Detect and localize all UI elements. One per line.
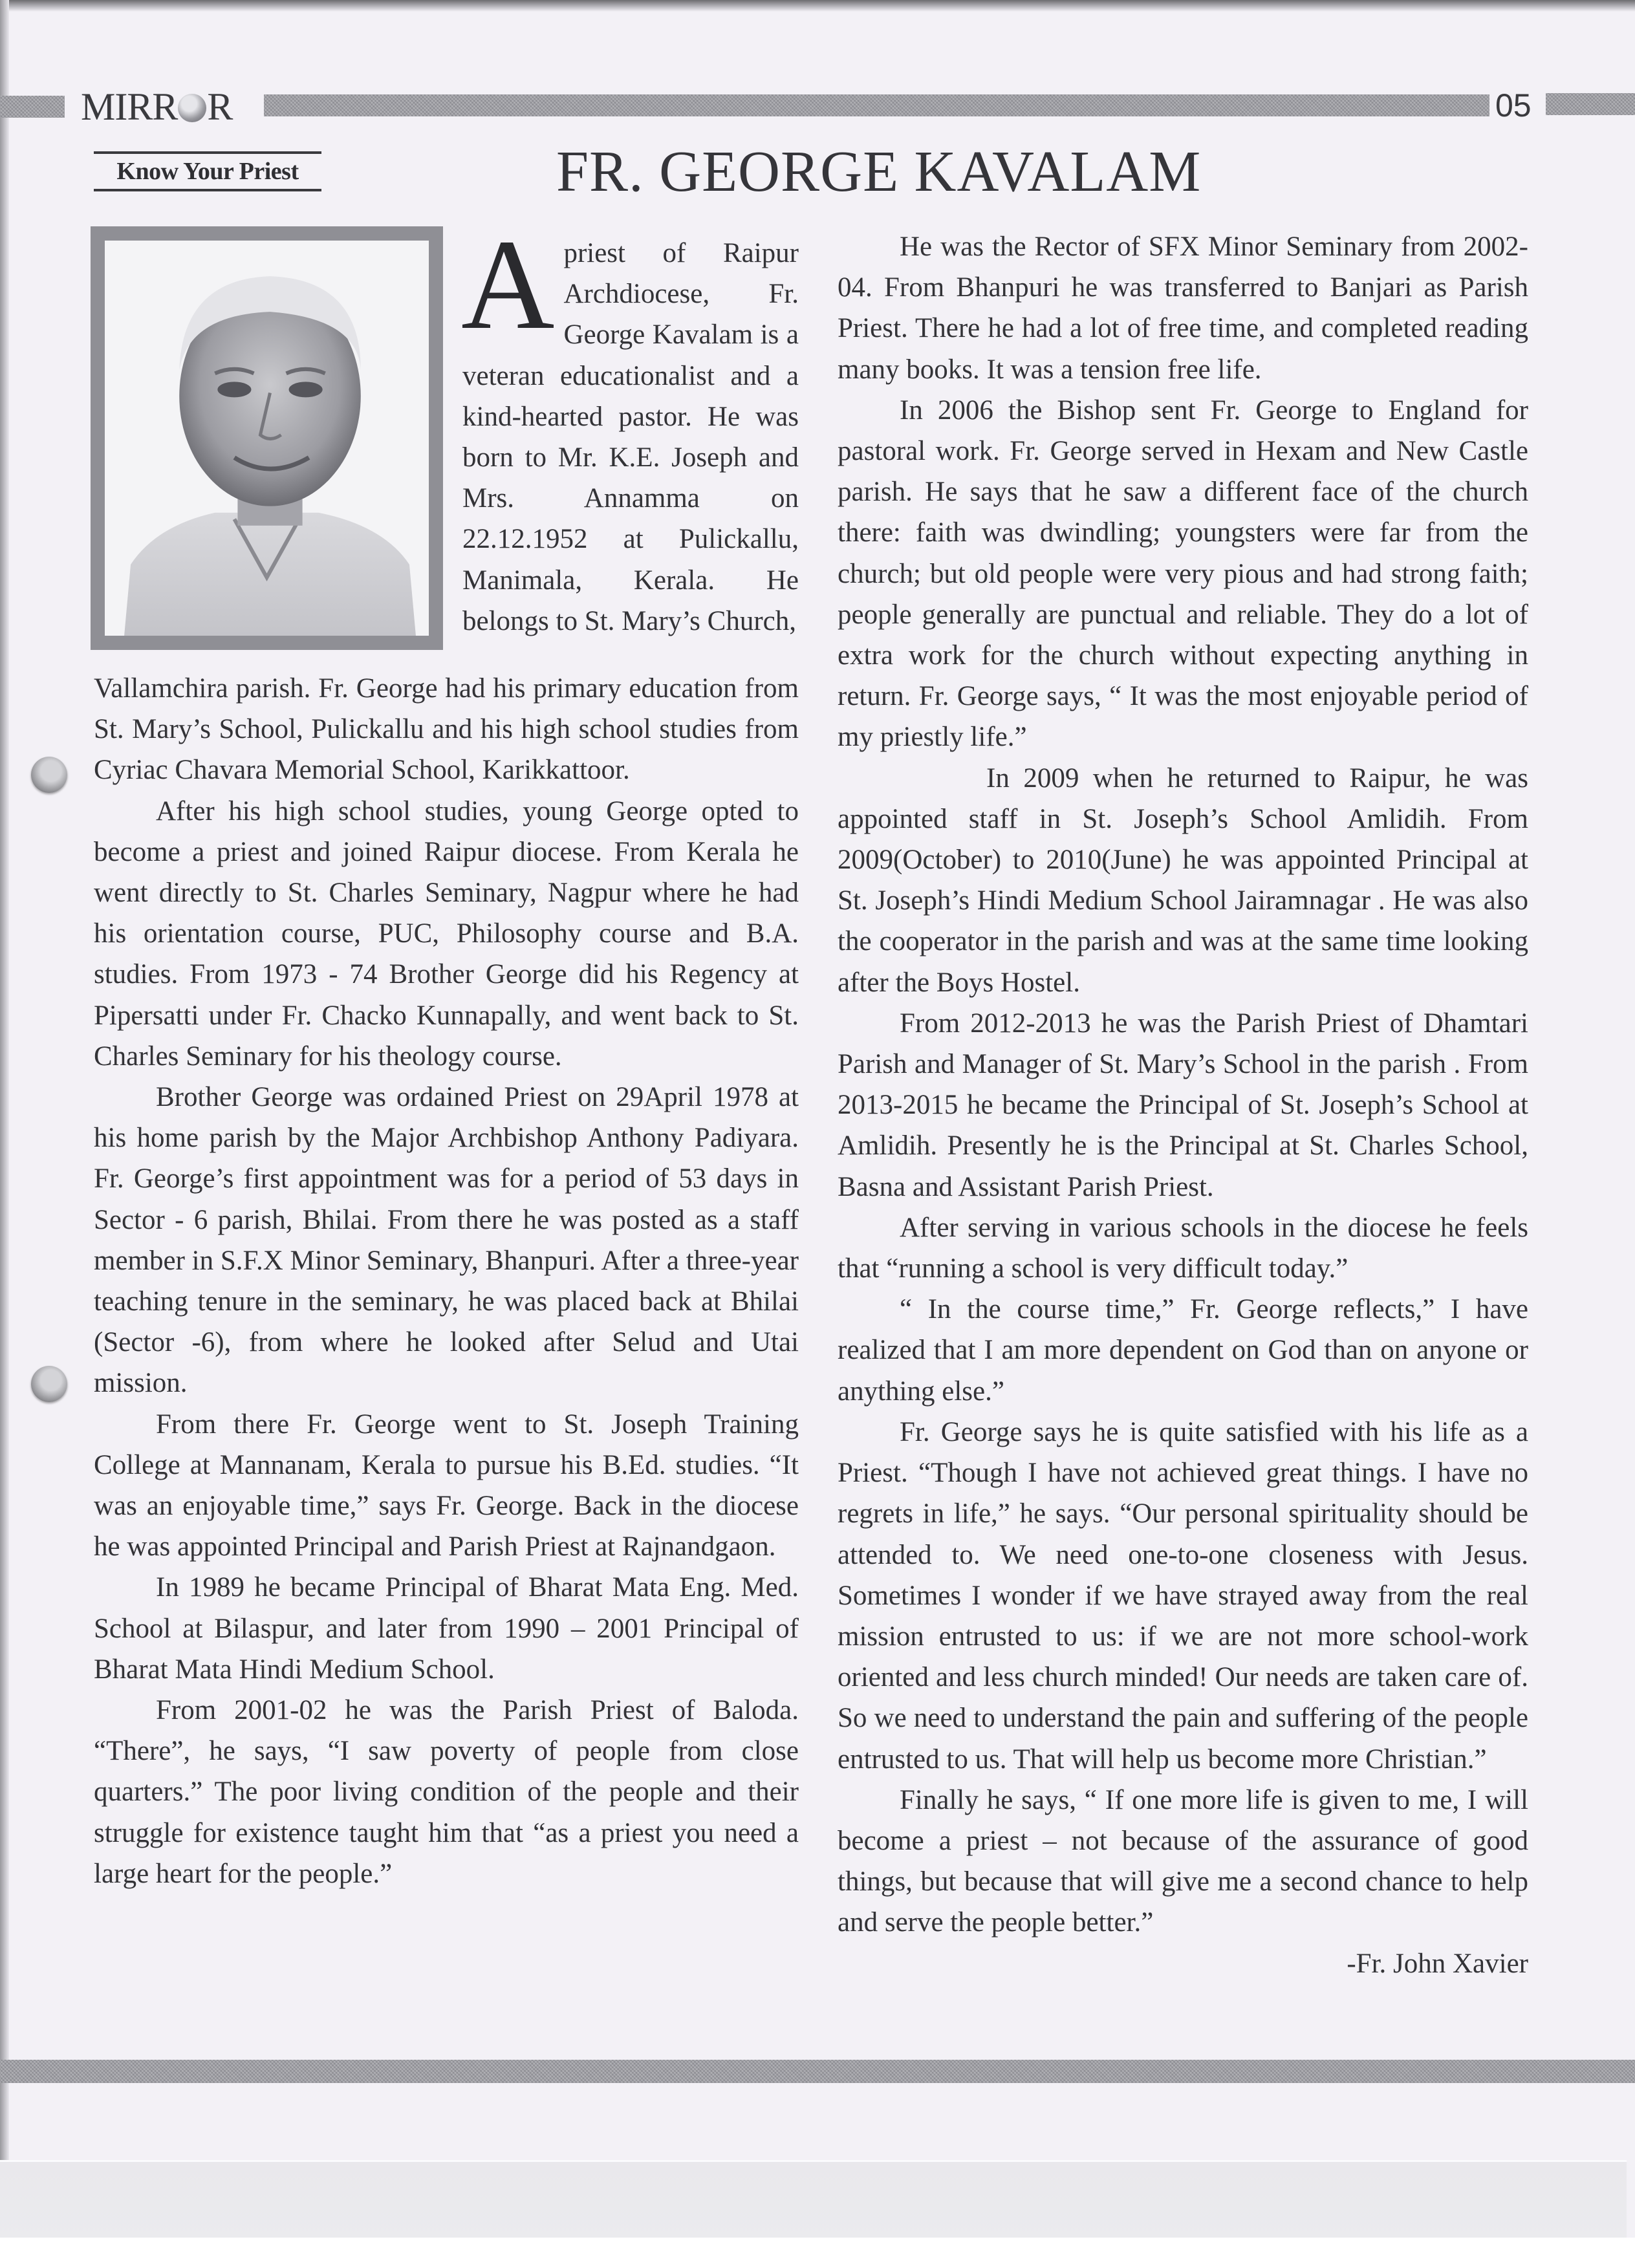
article-right-column (838, 226, 1528, 1984)
scan-bottom-fold (0, 2160, 1627, 2240)
section-label: Know Your Priest (94, 151, 321, 191)
header-bar-right (1546, 93, 1635, 115)
publication-logo (81, 87, 232, 126)
logo-text-suffix: R (207, 85, 233, 128)
page-number: 05 (1495, 87, 1532, 124)
header-bar-left (0, 96, 65, 118)
globe-icon (178, 94, 206, 122)
header-bar-main (264, 94, 1489, 116)
paragraph: After serving in various schools in the diocese he feels that “running a school is very difficult today.” (838, 1212, 1528, 1284)
paragraph: From there Fr. George went to St. Joseph Training College at Mannanam, Kerala to pursue his B.Ed. studies. “It was an enjoyable time,” says Fr. George. Back in the diocese he was appointed Principal and Parish Priest at Rajnandgaon. (94, 1409, 799, 1562)
article-left-column (94, 668, 799, 1894)
paragraph: In 2006 the Bishop sent Fr. George to England for pastoral work. Fr. George served in Hexam and New Castle parish. He says that he saw a different face of the church there: faith was dwindling; youngsters were far from the church; but old people were very pious and had strong faith; people generally are punctual and reliable. They do a lot of extra work for the church without expecting anything in return. Fr. George says, “ It was the most enjoyable period of my priestly life.” (838, 394, 1528, 753)
author-byline: -Fr. John Xavier (1347, 1948, 1528, 1979)
footer-bar (0, 2060, 1635, 2083)
paragraph: In 1989 he became Principal of Bharat Mata Eng. Med. School at Bilaspur, and later from 1990 – 2001 Principal of Bharat Mata Hindi Medium School. (94, 1572, 799, 1685)
priest-portrait-photo (91, 226, 443, 650)
intro-paragraph: priest of Raipur Archdiocese, Fr. George Kavalam is a veteran educationalist and a kind-hearted pastor. He was born to Mr. K.E. Joseph and Mrs. Annamma on 22.12.1952 at Pulickallu, Manimala, Kerala. He belongs to St. Mary’s Church, (462, 238, 799, 636)
paragraph: From 2012-2013 he was the Parish Priest of Dhamtari Parish and Manager of St. Mary’s School in the parish . From 2013-2015 he became the Principal of St. Joseph’s School at Amlidih. Presently he is the Principal at St. Charles School, Basna and Assistant Parish Priest. (838, 1008, 1528, 1202)
paragraph: Finally he says, “ If one more life is given to me, I will become a priest – not because of the assurance of good things, but because that will give me a second chance to help and serve the people better.” (838, 1784, 1528, 1938)
article-intro (461, 213, 799, 642)
paragraph: “ In the course time,” Fr. George reflects,” I have realized that I am more dependent on God than on anyone or anything else.” (838, 1294, 1528, 1407)
drop-cap: A (461, 213, 555, 356)
paragraph: Fr. George says he is quite satisfied with his life as a Priest. “Though I have not achieved great things. I have no regrets in life,” he says. “Our personal spirituality should be attended to. We need one-to-one closeness with Jesus. Sometimes I wonder if we have strayed away from the real mission entrusted to us: if we are not more school-work oriented and less church minded! Our needs are taken care of. So we need to understand the pain and suffering of the people entrusted to us. That will help us become more Christian.” (838, 1416, 1528, 1775)
logo-text-prefix: MIRR (81, 85, 178, 128)
paragraph: From 2001-02 he was the Parish Priest of Baloda. “There”, he says, “I saw poverty of people from close quarters.” The poor living condition of the people and their struggle for existence taught him that “as a priest you need a large heart for the people.” (94, 1695, 799, 1889)
paragraph: He was the Rector of SFX Minor Seminary from 2002-04. From Bhanpuri he was transferred to Banjari as Parish Priest. There he had a lot of free time, and completed reading many books. It was a tension free life. (838, 232, 1528, 385)
binder-hole-icon (31, 1366, 67, 1402)
binder-hole-icon (31, 757, 67, 793)
paragraph: After his high school studies, young George opted to become a priest and joined Raipur diocese. From Kerala he went directly to St. Charles Seminary, Nagpur where he had his orientation course, PUC, Philosophy course and B.A. studies. From 1973 - 74 Brother George did his Regency at Pipersatti under Fr. Chacko Kunnapally, and went back to St. Charles Seminary for his theology course. (94, 795, 799, 1072)
article-title: FR. GEORGE KAVALAM (556, 140, 1202, 204)
paragraph: Vallamchira parish. Fr. George had his primary education from St. Mary’s School, Pulickallu and his high school studies from Cyriac Chavara Memorial School, Karikkattoor. (94, 673, 799, 786)
scan-left-edge (0, 0, 9, 2238)
portrait-illustration (105, 241, 429, 636)
paragraph: Brother George was ordained Priest on 29April 1978 at his home parish by the Major Archbishop Anthony Padiyara. Fr. George’s first appointment was for a period of 53 days in Sector - 6 parish, Bhilai. From there he was posted as a staff member in S.F.X Minor Seminary, Bhanpuri. After a three-year teaching tenure in the seminary, he was placed back at Bhilai (Sector -6), from where he looked after Selud and Utai mission. (94, 1082, 799, 1399)
scan-top-edge (0, 0, 1635, 12)
paragraph: In 2009 when he returned to Raipur, he was appointed staff in St. Joseph’s School Amlidih. From 2009(October) to 2010(June) he was appointed Principal at St. Joseph’s Hindi Medium School Jairamnagar . He was also the cooperator in the parish and was at the same time looking after the Boys Hostel. (838, 762, 1528, 998)
scan-bottom-margin (0, 2238, 1635, 2268)
